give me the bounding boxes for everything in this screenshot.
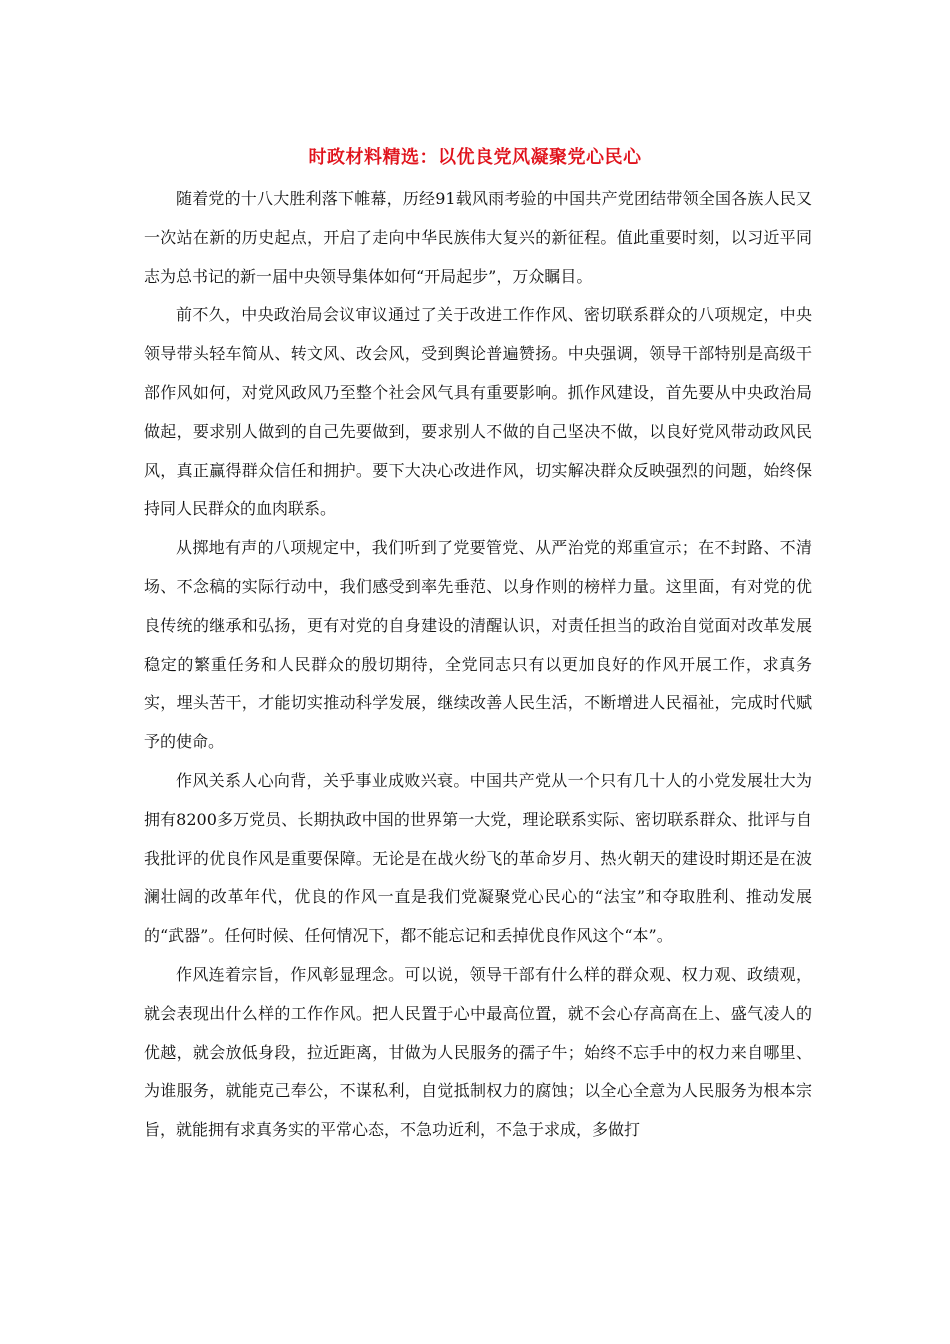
paragraph-5: 作风连着宗旨，作风彰显理念。可以说，领导干部有什么样的群众观、权力观、政绩观，就会表现出什么样的工作作风。把人民置于心中最高位置，就不会心存高高在上、盛气凌人的优越，就会放低身段，拉近距离，甘做为人民服务的孺子牛；始终不忘手中的权力来自哪里、为谁服务，就能克己奉公，不谋私利，自觉抵制权力的腐蚀；以全心全意为人民服务为根本宗旨，就能拥有求真务实的平常心态，不急功近利，不急于求成，多做打 xyxy=(144,964,812,1140)
document-body xyxy=(144,180,812,1150)
paragraph-3: 从掷地有声的八项规定中，我们听到了党要管党、从严治党的郑重宣示；在不封路、不清场、不念稿的实际行动中，我们感受到率先垂范、以身作则的榜样力量。这里面，有对党的优良传统的继承和弘扬，更有对党的自身建设的清醒认识，对责任担当的政治自觉面对改革发展稳定的繁重任务和人民群众的殷切期待，全党同志只有以更加良好的作风开展工作，求真务实，埋头苦干，才能切实推动科学发展，继续改善人民生活，不断增进人民福祉，完成时代赋予的使命。 xyxy=(144,538,812,752)
paragraph-1: 随着党的十八大胜利落下帷幕，历经91载风雨考验的中国共产党团结带领全国各族人民又一次站在新的历史起点，开启了走向中华民族伟大复兴的新征程。值此重要时刻，以习近平同志为总书记的新一届中央领导集体如何“开局起步”，万众瞩目。 xyxy=(144,189,812,286)
paragraph-2: 前不久，中央政治局会议审议通过了关于改进工作作风、密切联系群众的八项规定，中央领导带头轻车简从、转文风、改会风，受到舆论普遍赞扬。中央强调，领导干部特别是高级干部作风如何，对党风政风乃至整个社会风气具有重要影响。抓作风建设，首先要从中央政治局做起，要求别人做到的自己先要做到，要求别人不做的自己坚决不做，以良好党风带动政风民风，真正赢得群众信任和拥护。要下大决心改进作风，切实解决群众反映强烈的问题，始终保持同人民群众的血肉联系。 xyxy=(144,305,812,519)
paragraph-4: 作风关系人心向背，关乎事业成败兴衰。中国共产党从一个只有几十人的小党发展壮大为拥有8200多万党员、长期执政中国的世界第一大党，理论联系实际、密切联系群众、批评与自我批评的优良作风是重要保障。无论是在战火纷飞的革命岁月、热火朝天的建设时期还是在波澜壮阔的改革年代，优良的作风一直是我们党凝聚党心民心的“法宝”和夺取胜利、推动发展的“武器”。任何时候、任何情况下，都不能忘记和丢掉优良作风这个“本”。 xyxy=(144,770,812,946)
page-title: 时政材料精选：以优良党风凝聚党心民心 xyxy=(308,147,642,168)
